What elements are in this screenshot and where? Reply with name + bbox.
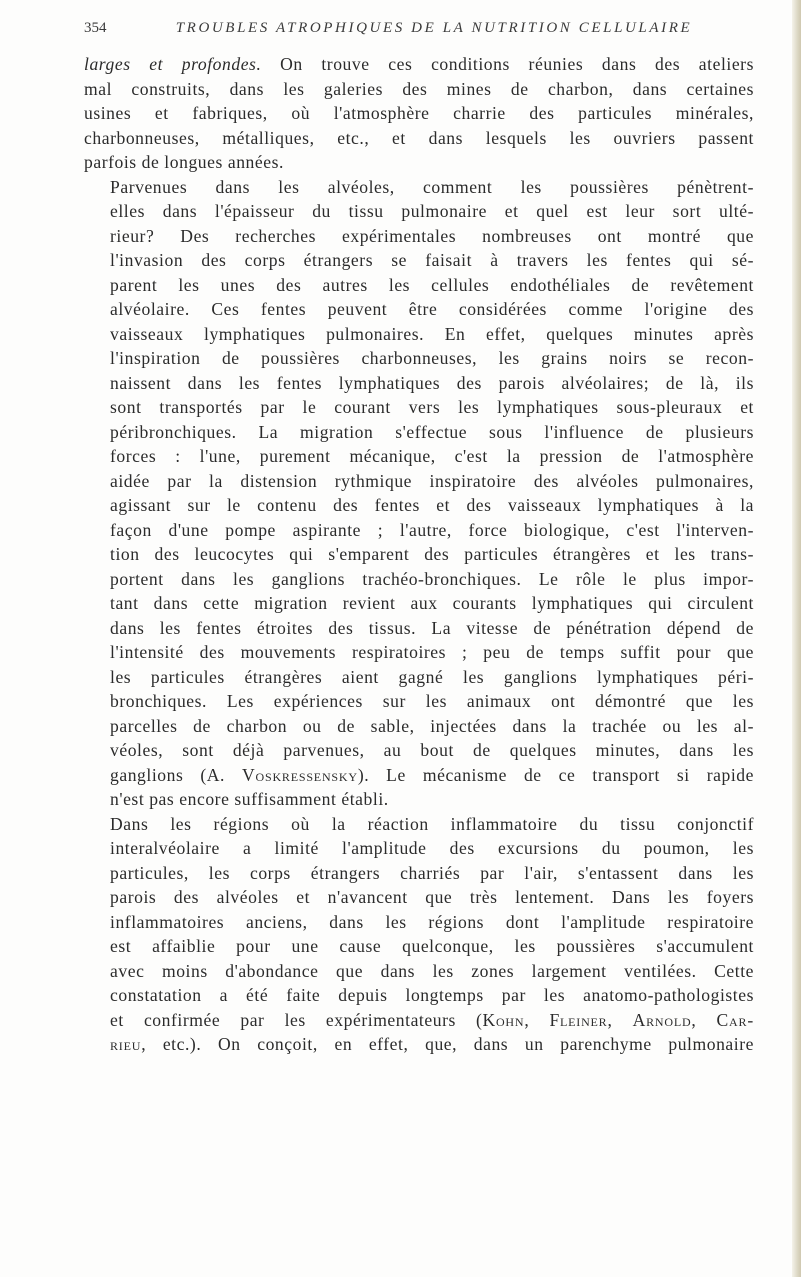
- text-line: et confirmée par les expérimentateurs (Kohn, Fleiner, Arnold, Car-: [110, 1009, 754, 1030]
- paragraph-2: [84, 175, 754, 812]
- text-line: naissent dans les fentes lymphatiques des parois alvéolaires; de là, ils: [110, 372, 754, 393]
- text-line: elles dans l'épaisseur du tissu pulmonaire et quel est leur sort ulté-: [110, 201, 754, 221]
- text-line: charbonneuses, métalliques, etc., et dans lesquels les ouvriers passent: [84, 127, 754, 148]
- text-line: avec moins d'abondance que dans les zones largement ventilées. Cette: [110, 960, 754, 981]
- text-line: portent dans les ganglions trachéo-bronchiques. Le rôle le plus impor-: [110, 568, 754, 589]
- text-line: rieur? Des recherches expérimentales nombreuses ont montré que: [110, 225, 754, 246]
- text-line: parfois de longues années.: [84, 152, 284, 172]
- paragraph-3: [84, 812, 754, 1057]
- text-line: véoles, sont déjà parvenues, au bout de quelques minutes, dans les: [110, 740, 754, 760]
- text-line: tion des leucocytes qui s'emparent des particules étrangères et les trans-: [110, 544, 754, 564]
- running-title: TROUBLES ATROPHIQUES DE LA NUTRITION CELLULAIRE: [175, 20, 693, 36]
- text-line: particules, les corps étrangers charriés par l'air, s'entassent dans les: [110, 862, 754, 883]
- text-line: parois des alvéoles et n'avancent que très lentement. Dans les foyers: [110, 887, 754, 907]
- text-line: dans les fentes étroites des tissus. La vitesse de pénétration dépend de: [110, 617, 754, 638]
- text-line: les particules étrangères aient gagné les ganglions lymphatiques péri-: [110, 666, 754, 687]
- text-line: l'inspiration de poussières charbonneuses, les grains noirs se recon-: [110, 348, 754, 368]
- text-line: agissant sur le contenu des fentes et des vaisseaux lymphatiques à la: [110, 495, 754, 515]
- text-line: Parvenues dans les alvéoles, comment les poussières pénètrent-: [110, 176, 754, 197]
- text-line: alvéolaire. Ces fentes peuvent être considérées comme l'origine des: [110, 299, 754, 319]
- body-text: [84, 52, 754, 1057]
- text-line: bronchiques. Les expériences sur les animaux ont démontré que les: [110, 691, 754, 711]
- text-line: est affaiblie pour une cause quelconque, les poussières s'accumulent: [110, 936, 754, 956]
- text-line: n'est pas encore suffisamment établi.: [110, 789, 389, 809]
- text-line: Dans les régions où la réaction inflammatoire du tissu conjonctif: [110, 813, 754, 834]
- text-line: péribronchiques. La migration s'effectue sous l'influence de plusieurs: [110, 421, 754, 442]
- text-line: usines et fabriques, où l'atmosphère charrie des particules minérales,: [84, 103, 754, 123]
- text-line: parcelles de charbon ou de sable, injectées dans la trachée ou les al-: [110, 715, 754, 736]
- running-head: [84, 20, 752, 42]
- text-line: vaisseaux lymphatiques pulmonaires. En effet, quelques minutes après: [110, 323, 754, 344]
- text-line: parent les unes des autres les cellules endothéliales de revêtement: [110, 274, 754, 295]
- text-line: aidée par la distension rythmique inspiratoire des alvéoles pulmonaires,: [110, 470, 754, 491]
- paragraph-1: [84, 52, 754, 175]
- text-line: l'invasion des corps étrangers se faisait à travers les fentes qui sé-: [110, 250, 754, 270]
- text-line: façon d'une pompe aspirante ; l'autre, force biologique, c'est l'interven-: [110, 519, 754, 540]
- text-line: larges et profondes. On trouve ces conditions réunies dans des ateliers: [84, 54, 754, 74]
- page-edge: [792, 0, 801, 1277]
- page-number: 354: [84, 20, 107, 36]
- text-line: sont transportés par le courant vers les lymphatiques sous-pleuraux et: [110, 397, 754, 417]
- text-line: inflammatoires anciens, dans les régions dont l'amplitude respiratoire: [110, 911, 754, 932]
- text-line: forces : l'une, purement mécanique, c'est la pression de l'atmosphère: [110, 446, 754, 466]
- text-line: mal construits, dans les galeries des mines de charbon, dans certaines: [84, 78, 754, 99]
- text-line: rieu, etc.). On conçoit, en effet, que, dans un parenchyme pulmonaire: [110, 1034, 754, 1054]
- text-line: constatation a été faite depuis longtemps par les anatomo-pathologistes: [110, 985, 754, 1005]
- text-line: tant dans cette migration revient aux courants lymphatiques qui circulent: [110, 593, 754, 613]
- text-line: ganglions (A. Voskressensky). Le mécanisme de ce transport si rapide: [110, 764, 754, 785]
- text-line: interalvéolaire a limité l'amplitude des excursions du poumon, les: [110, 838, 754, 858]
- text-line: l'intensité des mouvements respiratoires ; peu de temps suffit pour que: [110, 642, 754, 662]
